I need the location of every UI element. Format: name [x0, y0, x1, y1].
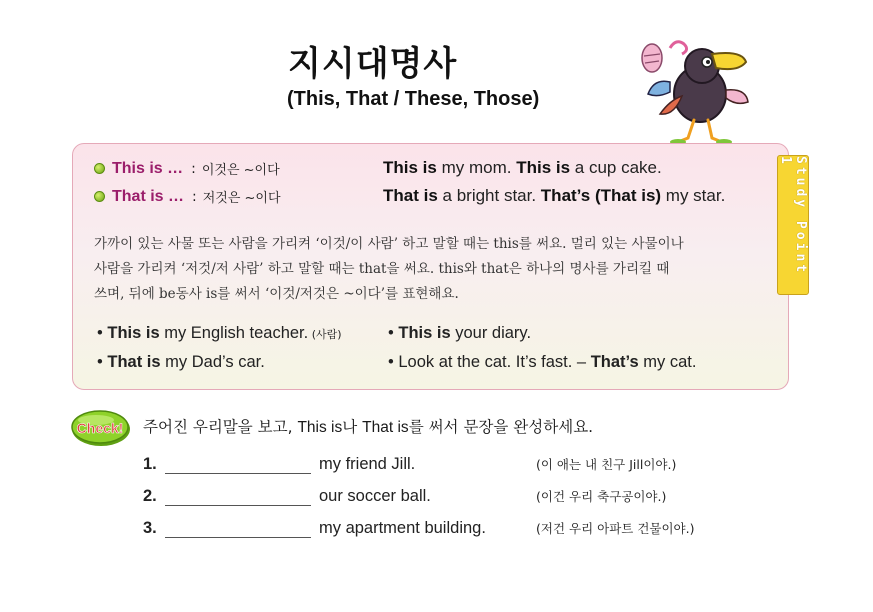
rule-that-is — [94, 187, 281, 206]
bullet-text: my cat. — [638, 353, 697, 371]
bullet-bold: This is — [398, 324, 451, 342]
bullet-text: my English teacher. — [159, 324, 309, 342]
green-bullet-icon — [94, 191, 105, 202]
question-1 — [143, 450, 677, 474]
rule-this-is — [94, 159, 280, 178]
green-bullet-icon — [94, 163, 105, 174]
question-hint: (이건 우리 축구공이야.) — [536, 489, 667, 504]
bullet-text: my Dad’s car. — [160, 353, 265, 371]
question-number: 1. — [143, 455, 157, 473]
question-3 — [143, 514, 695, 538]
instruction-text: That is — [362, 419, 409, 436]
page-subtitle: (This, That / These, Those) — [287, 88, 540, 110]
check-instruction — [143, 415, 593, 437]
question-2 — [143, 482, 667, 506]
explanation-line: 쓰며, 뒤에 be동사 is를 써서 ‘이것/저것은 ~이다’를 표현해요. — [94, 286, 459, 302]
example-text: a bright star. — [437, 186, 541, 205]
rule-keyword: This is … — [112, 159, 184, 177]
bullet-bold: This is — [107, 324, 160, 342]
question-number: 2. — [143, 487, 157, 505]
check-badge — [70, 408, 132, 448]
bullet-bold: That is — [107, 353, 161, 371]
bullet-text: your diary. — [450, 324, 532, 342]
question-hint: (저건 우리 아파트 건물이야.) — [536, 521, 695, 536]
question-text: our soccer ball. — [319, 487, 431, 505]
answer-blank[interactable] — [165, 520, 311, 538]
example-bullet — [388, 324, 531, 343]
question-number: 3. — [143, 519, 157, 537]
bullet-note: (사람) — [308, 328, 342, 341]
example-bullet — [97, 324, 342, 343]
bullet-bold: That’s — [590, 353, 639, 371]
question-text: my apartment building. — [319, 519, 486, 537]
question-hint: (이 애는 내 친구 Jill이야.) — [536, 457, 677, 472]
question-text: my friend Jill. — [319, 455, 416, 473]
rule-colon: : — [192, 188, 197, 205]
example-text: a cup cake. — [570, 158, 662, 177]
example-text: my mom. — [436, 158, 517, 177]
instruction-text: 주어진 우리말을 보고, — [143, 418, 298, 436]
rule-example-this — [383, 158, 662, 178]
explanation-paragraph — [94, 232, 754, 307]
example-bullet — [97, 353, 265, 372]
bullet-text: Look at the cat. It’s fast. – — [398, 353, 591, 371]
bullet-mark: • — [388, 353, 394, 371]
example-bold: That is — [383, 186, 438, 205]
check-badge-label: Check! — [76, 420, 124, 436]
bullet-mark: • — [97, 353, 103, 371]
explanation-line: 가까이 있는 사물 또는 사람을 가리켜 ‘이것/이 사람’ 하고 말할 때는 this를 써요. 멀리 있는 사물이나 — [94, 236, 684, 252]
example-text: my star. — [661, 186, 726, 205]
example-bullet — [388, 353, 696, 372]
instruction-text: 나 — [342, 418, 363, 436]
example-bold: This is — [383, 158, 437, 177]
answer-blank[interactable] — [165, 488, 311, 506]
study-point-tab-label: Study Point 1 — [778, 156, 808, 276]
page-title: 지시대명사 — [288, 44, 458, 84]
explanation-line: 사람을 가리켜 ‘저것/저 사람’ 하고 말할 때는 that을 써요. this와 that은 하나의 명사를 가리킬 때 — [94, 261, 670, 277]
bullet-mark: • — [388, 324, 394, 342]
example-bold: This is — [516, 158, 571, 177]
rule-colon: : — [191, 160, 196, 177]
rule-meaning: 저것은 ~이다 — [202, 191, 281, 206]
study-point-tab — [777, 155, 809, 295]
bullet-mark: • — [97, 324, 103, 342]
example-bold: That’s (That is) — [540, 186, 662, 205]
answer-blank[interactable] — [165, 456, 311, 474]
rule-keyword: That is … — [112, 187, 185, 205]
rule-meaning: 이것은 ~이다 — [201, 163, 280, 178]
rule-example-that — [383, 186, 725, 206]
bird-mascot-illustration — [630, 36, 755, 146]
instruction-text: This is — [297, 419, 343, 436]
instruction-text: 를 써서 문장을 완성하세요. — [408, 418, 594, 436]
